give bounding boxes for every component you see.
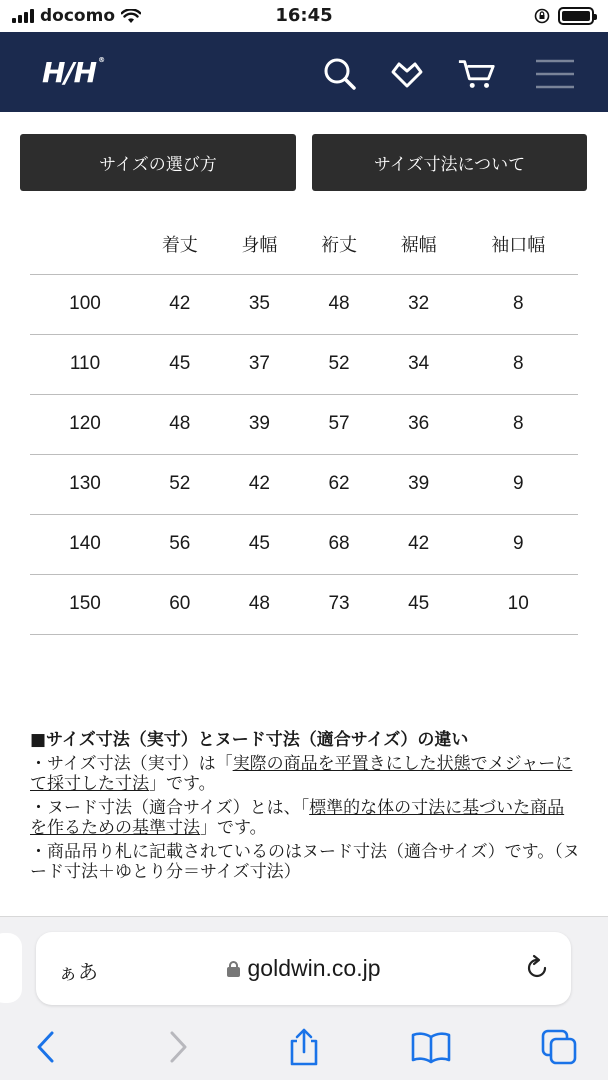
table-cell: 100 [30,274,140,334]
table-cell: 110 [30,334,140,394]
table-cell: 34 [379,334,459,394]
table-header-row [30,214,578,274]
table-cell: 52 [140,454,220,514]
note-suffix: 」です。 [149,774,216,794]
share-icon[interactable] [282,1025,326,1069]
search-icon[interactable] [320,54,360,94]
table-cell: 57 [299,394,379,454]
table-cell: 42 [220,454,300,514]
bookmarks-icon[interactable] [409,1025,453,1069]
forward-icon[interactable] [156,1025,200,1069]
url-text: goldwin.co.jp [247,955,381,981]
table-header-cell: 袖口幅 [459,214,579,274]
table-header-cell: 裾幅 [379,214,459,274]
table-cell: 45 [379,574,459,634]
table-cell: 48 [299,274,379,334]
page-settings-button[interactable]: ぁあ [58,960,98,984]
address-bar[interactable] [36,932,571,1005]
table-cell: 68 [299,514,379,574]
table-cell: 8 [459,394,579,454]
table-row [30,334,578,394]
table-row [30,454,578,514]
note-tag-size: ・商品吊り札に記載されているのはヌード寸法（適合サイズ）です。（ヌード寸法＋ゆとり分＝サイズ寸法） [30,842,580,882]
lock-icon [227,961,240,977]
table-cell: 140 [30,514,140,574]
table-cell: 32 [379,274,459,334]
table-header-cell: 身幅 [220,214,300,274]
table-header-cell [30,214,140,274]
table-cell: 42 [140,274,220,334]
table-cell: 8 [459,274,579,334]
table-cell: 150 [30,574,140,634]
heart-icon[interactable] [387,54,427,94]
table-row [30,274,578,334]
tabs-icon[interactable] [537,1025,581,1069]
brand-logo[interactable] [42,56,104,89]
table-cell: 10 [459,574,579,634]
table-cell: 60 [140,574,220,634]
table-cell: 42 [379,514,459,574]
status-bar [0,0,608,32]
notes-heading: ■サイズ寸法（実寸）とヌード寸法（適合サイズ）の違い [30,730,469,750]
note-link[interactable]: 標準的な体の寸法に基づいた商品を作るための基準寸法 [30,798,565,838]
size-guide-button[interactable]: サイズの選び方 [20,134,296,191]
table-cell: 120 [30,394,140,454]
note-nude-size [30,798,580,838]
table-cell: 48 [220,574,300,634]
table-cell: 9 [459,514,579,574]
previous-tab-preview[interactable] [0,933,22,1003]
status-time: 16:45 [275,5,333,26]
table-row [30,574,578,634]
browser-toolbar [0,916,608,1080]
note-link[interactable]: 実際の商品を平置きにした状態でメジャーにて採寸した寸法 [30,754,573,794]
size-table [30,214,578,635]
orientation-lock-icon [534,8,550,24]
table-row [30,394,578,454]
back-icon[interactable] [24,1025,68,1069]
note-prefix: ・ヌード寸法（適合サイズ）とは、「 [30,798,310,818]
logo-text: H/H [42,56,97,89]
table-cell: 8 [459,334,579,394]
cart-icon[interactable] [457,54,497,94]
table-cell: 45 [220,514,300,574]
note-prefix: ・サイズ寸法（実寸）は「 [30,754,233,774]
table-cell: 37 [220,334,300,394]
reload-icon[interactable] [523,954,551,986]
table-row [30,514,578,574]
table-cell: 45 [140,334,220,394]
url-display[interactable] [36,955,571,982]
battery-icon [558,7,594,25]
table-cell: 48 [140,394,220,454]
table-cell: 36 [379,394,459,454]
table-cell: 52 [299,334,379,394]
table-cell: 39 [379,454,459,514]
size-measure-button[interactable]: サイズ寸法について [312,134,587,191]
table-cell: 130 [30,454,140,514]
table-cell: 56 [140,514,220,574]
table-cell: 9 [459,454,579,514]
status-right [534,7,594,25]
registered-mark: ® [98,56,105,64]
site-header [0,32,608,112]
size-notes [30,730,580,886]
menu-icon[interactable] [534,54,576,94]
table-cell: 35 [220,274,300,334]
table-header-cell: 裄丈 [299,214,379,274]
table-cell: 62 [299,454,379,514]
note-suffix: 」です。 [200,818,267,838]
note-actual-size [30,754,580,794]
carrier-label: docomo [40,6,115,26]
table-cell: 39 [220,394,300,454]
table-cell: 73 [299,574,379,634]
table-header-cell: 着丈 [140,214,220,274]
